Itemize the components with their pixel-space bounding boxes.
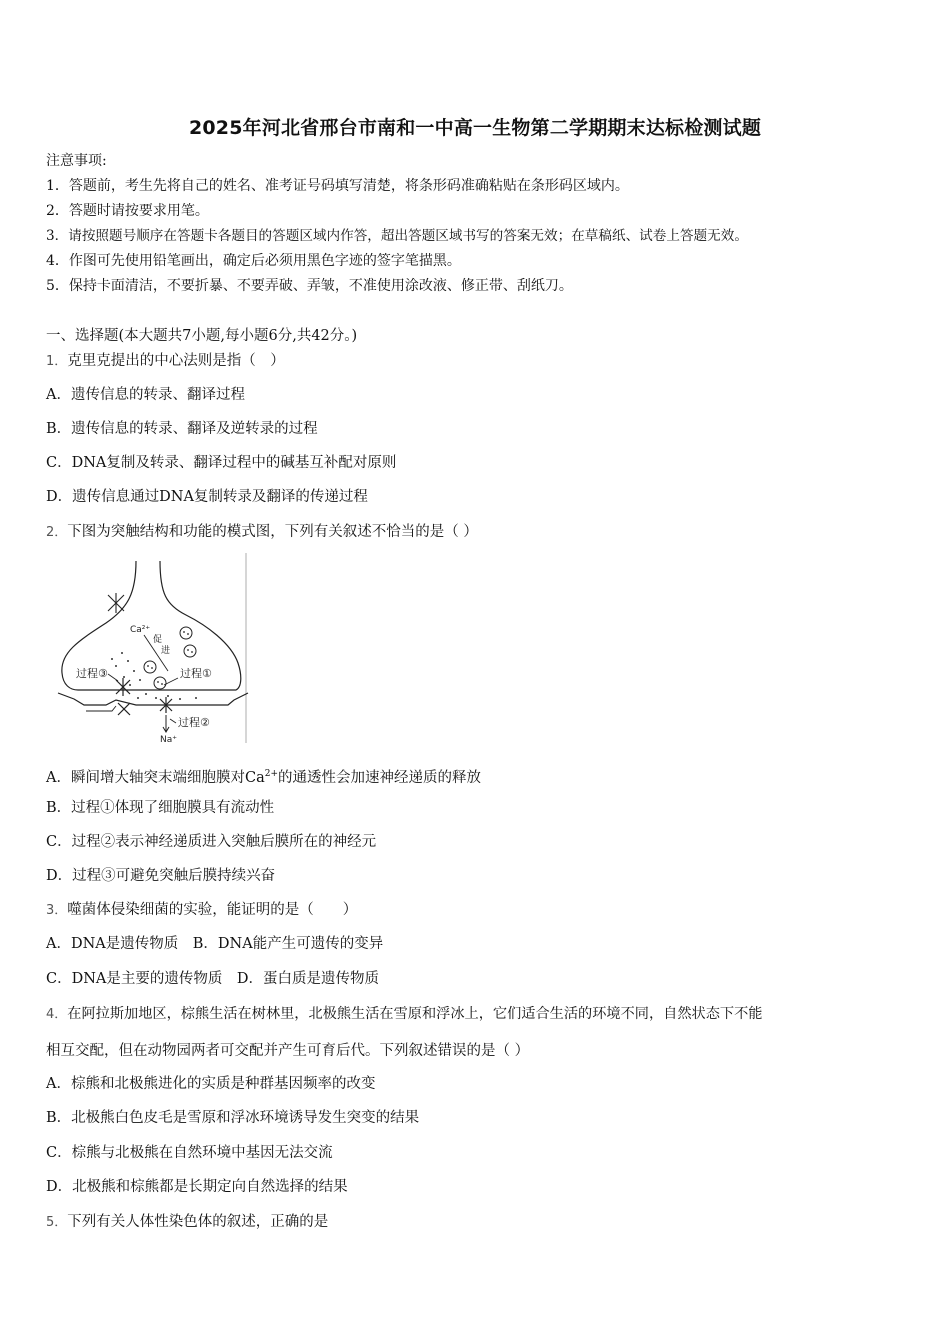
option-d: D．遗传信息通过DNA复制转录及翻译的传递过程 xyxy=(46,489,368,505)
postsynaptic-inner xyxy=(86,706,116,711)
option-b: B．北极熊白色皮毛是雪原和浮冰环境诱导发生突变的结果 xyxy=(46,1110,420,1126)
synapse-diagram xyxy=(56,553,250,748)
question-3 xyxy=(46,900,357,921)
option-b: B．过程①体现了细胞膜具有流动性 xyxy=(46,800,275,816)
question-2 xyxy=(46,522,478,543)
option-a-text-tail: 的通透性会加速神经递质的释放 xyxy=(278,769,481,786)
notice-item: 5．保持卡面清洁，不要折暴、不要弄破、弄皱，不准使用涂改液、修正带、刮纸刀。 xyxy=(46,278,573,294)
options-ab: A．DNA是遗传物质 B．DNA能产生可遗传的变异 xyxy=(46,936,384,952)
option-a: A．遗传信息的转录、翻译过程 xyxy=(46,387,245,403)
question-number: 5． xyxy=(46,1215,68,1230)
notice-item: 4．作图可先使用铅笔画出，确定后必须用黑色字迹的签字笔描黑。 xyxy=(46,253,461,269)
option-a-text: A．瞬间增大轴突末端细胞膜对Ca xyxy=(46,769,265,786)
option-c: C．棕熊与北极熊在自然环境中基因无法交流 xyxy=(46,1145,333,1161)
page-title: 2025年河北省邢台市南和一中高一生物第二学期期末达标检测试题 xyxy=(188,117,762,139)
process3-label: 过程③ xyxy=(76,667,108,680)
question-stem: 克里克提出的中心法则是指（ ） xyxy=(67,353,285,369)
option-b: B．遗传信息的转录、翻译及逆转录的过程 xyxy=(46,421,318,437)
option-c: C．过程②表示神经递质进入突触后膜所在的神经元 xyxy=(46,834,377,850)
promote-label-2: 进 xyxy=(161,646,171,656)
process3-pointer xyxy=(108,674,118,681)
promote-label-1: 促 xyxy=(153,635,163,645)
question-5 xyxy=(46,1212,328,1233)
process2-label: 过程② xyxy=(178,716,210,729)
section-heading: 一、选择题(本大题共7小题,每小题6分,共42分。) xyxy=(46,328,358,344)
question-number: 4． xyxy=(46,1007,68,1022)
question-number: 1． xyxy=(46,354,68,369)
question-1 xyxy=(46,351,285,372)
na-label: Na⁺ xyxy=(160,735,177,745)
notice-heading: 注意事项: xyxy=(46,153,107,169)
question-stem: 下图为突触结构和功能的模式图，下列有关叙述不恰当的是（ ） xyxy=(67,524,478,540)
option-a xyxy=(46,764,481,788)
process2-pointer xyxy=(170,719,176,723)
ca-label: Ca²⁺ xyxy=(130,625,151,635)
channel-mid xyxy=(118,703,130,715)
question-number: 3． xyxy=(46,903,68,918)
option-c: C．DNA复制及转录、翻译过程中的碱基互补配对原则 xyxy=(46,455,397,471)
question-stem-continued: 相互交配，但在动物园两者可交配并产生可育后代。下列叙述错误的是（ ） xyxy=(46,1043,530,1059)
question-4 xyxy=(46,1004,762,1025)
notice-item: 1．答题前，考生先将自己的姓名、准考证号码填写清楚，将条形码准确粘贴在条形码区域内。 xyxy=(46,178,629,194)
option-d: D．北极熊和棕熊都是长期定向自然选择的结果 xyxy=(46,1179,348,1195)
question-number: 2． xyxy=(46,525,68,540)
option-a: A．棕熊和北极熊进化的实质是种群基因频率的改变 xyxy=(46,1076,376,1092)
question-stem: 下列有关人体性染色体的叙述，正确的是 xyxy=(67,1214,329,1230)
option-d: D．过程③可避免突触后膜持续兴奋 xyxy=(46,868,276,884)
process1-label: 过程① xyxy=(180,667,212,680)
postsynaptic-membrane xyxy=(58,693,248,705)
options-cd: C．DNA是主要的遗传物质 D．蛋白质是遗传物质 xyxy=(46,971,380,987)
ca-superscript: 2+ xyxy=(264,769,278,779)
question-stem: 在阿拉斯加地区，棕熊生活在树林里，北极熊生活在雪原和浮冰上，它们适合生活的环境不同，自然状态下不能 xyxy=(67,1006,763,1022)
notice-item: 3．请按照题号顺序在答题卡各题目的答题区域内作答，超出答题区域书写的答案无效；在草稿纸、试卷上答题无效。 xyxy=(46,228,748,244)
notice-item: 2．答题时请按要求用笔。 xyxy=(46,203,209,219)
question-stem: 噬菌体侵染细菌的实验，能证明的是（ ） xyxy=(67,902,358,918)
